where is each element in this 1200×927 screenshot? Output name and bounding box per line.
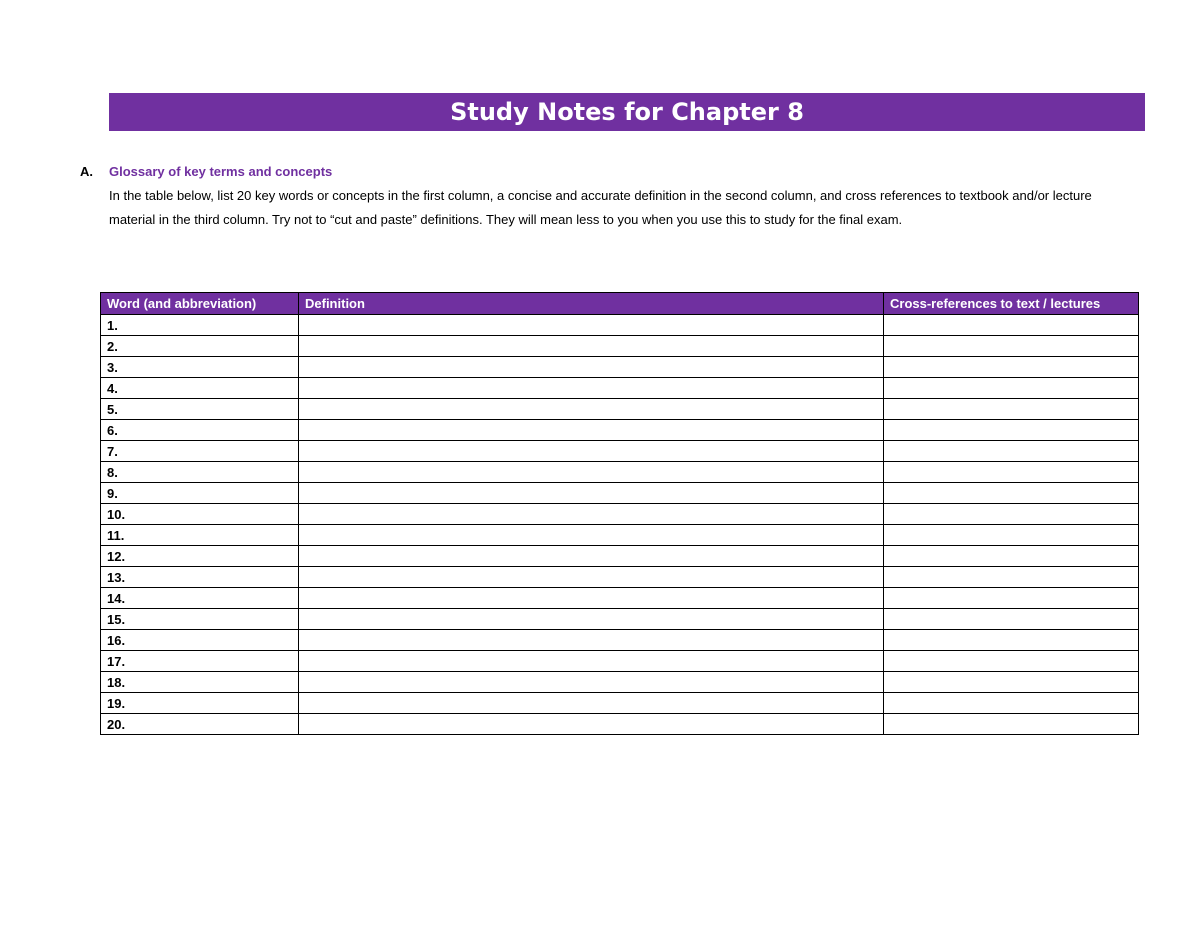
cross-reference-cell[interactable]: [884, 336, 1139, 357]
row-number-cell[interactable]: 13.: [101, 567, 299, 588]
cross-reference-cell[interactable]: [884, 441, 1139, 462]
cross-reference-cell[interactable]: [884, 378, 1139, 399]
definition-cell[interactable]: [299, 714, 884, 735]
row-number-cell[interactable]: 9.: [101, 483, 299, 504]
table-row: [101, 420, 1139, 441]
cross-reference-cell[interactable]: [884, 672, 1139, 693]
cross-reference-cell[interactable]: [884, 420, 1139, 441]
cross-reference-cell[interactable]: [884, 651, 1139, 672]
table-row: [101, 693, 1139, 714]
definition-cell[interactable]: [299, 315, 884, 336]
table-row: [101, 651, 1139, 672]
row-number-cell[interactable]: 2.: [101, 336, 299, 357]
table-row: [101, 588, 1139, 609]
cross-reference-cell[interactable]: [884, 630, 1139, 651]
row-number-cell[interactable]: 11.: [101, 525, 299, 546]
cross-reference-cell[interactable]: [884, 315, 1139, 336]
definition-cell[interactable]: [299, 672, 884, 693]
row-number-cell[interactable]: 17.: [101, 651, 299, 672]
row-number-cell[interactable]: 20.: [101, 714, 299, 735]
table-row: [101, 714, 1139, 735]
table-row: [101, 336, 1139, 357]
table-row: [101, 315, 1139, 336]
cross-reference-cell[interactable]: [884, 546, 1139, 567]
definition-cell[interactable]: [299, 420, 884, 441]
definition-cell[interactable]: [299, 630, 884, 651]
cross-reference-cell[interactable]: [884, 504, 1139, 525]
table-row: [101, 441, 1139, 462]
row-number-cell[interactable]: 16.: [101, 630, 299, 651]
definition-cell[interactable]: [299, 462, 884, 483]
cross-reference-cell[interactable]: [884, 588, 1139, 609]
definition-cell[interactable]: [299, 525, 884, 546]
table-row: [101, 672, 1139, 693]
table-row: [101, 378, 1139, 399]
row-number-cell[interactable]: 7.: [101, 441, 299, 462]
definition-cell[interactable]: [299, 357, 884, 378]
row-number-cell[interactable]: 6.: [101, 420, 299, 441]
row-number-cell[interactable]: 19.: [101, 693, 299, 714]
table-body: [101, 315, 1139, 735]
table-row: [101, 630, 1139, 651]
row-number-cell[interactable]: 3.: [101, 357, 299, 378]
definition-cell[interactable]: [299, 588, 884, 609]
cross-reference-cell[interactable]: [884, 357, 1139, 378]
definition-cell[interactable]: [299, 483, 884, 504]
table-header-row: [101, 293, 1139, 315]
glossary-table: [100, 292, 1139, 735]
row-number-cell[interactable]: 4.: [101, 378, 299, 399]
definition-cell[interactable]: [299, 609, 884, 630]
table-row: [101, 399, 1139, 420]
table-row: [101, 546, 1139, 567]
table-row: [101, 525, 1139, 546]
cross-reference-cell[interactable]: [884, 483, 1139, 504]
definition-cell[interactable]: [299, 336, 884, 357]
cross-reference-cell[interactable]: [884, 399, 1139, 420]
table-row: [101, 483, 1139, 504]
column-header-definition: Definition: [299, 293, 884, 315]
column-header-cross-references: Cross-references to text / lectures: [884, 293, 1139, 315]
table-row: [101, 567, 1139, 588]
page-title: Study Notes for Chapter 8: [109, 93, 1145, 131]
definition-cell[interactable]: [299, 567, 884, 588]
table-row: [101, 462, 1139, 483]
row-number-cell[interactable]: 10.: [101, 504, 299, 525]
cross-reference-cell[interactable]: [884, 609, 1139, 630]
row-number-cell[interactable]: 18.: [101, 672, 299, 693]
column-header-word: Word (and abbreviation): [101, 293, 299, 315]
section-header: [80, 160, 1140, 184]
definition-cell[interactable]: [299, 651, 884, 672]
table-row: [101, 504, 1139, 525]
cross-reference-cell[interactable]: [884, 462, 1139, 483]
cross-reference-cell[interactable]: [884, 693, 1139, 714]
definition-cell[interactable]: [299, 399, 884, 420]
definition-cell[interactable]: [299, 693, 884, 714]
glossary-section: [80, 160, 1140, 232]
row-number-cell[interactable]: 15.: [101, 609, 299, 630]
definition-cell[interactable]: [299, 504, 884, 525]
cross-reference-cell[interactable]: [884, 525, 1139, 546]
row-number-cell[interactable]: 5.: [101, 399, 299, 420]
definition-cell[interactable]: [299, 546, 884, 567]
definition-cell[interactable]: [299, 441, 884, 462]
row-number-cell[interactable]: 12.: [101, 546, 299, 567]
definition-cell[interactable]: [299, 378, 884, 399]
cross-reference-cell[interactable]: [884, 567, 1139, 588]
section-heading: Glossary of key terms and concepts: [109, 164, 333, 179]
section-instructions: In the table below, list 20 key words or concepts in the first column, a concise and accurate definition in the second column, and cross references to textbook and/or lecture material in the third column. Try not to “cut and paste” definitions. They will mean less to you when you use this to study for the final exam.: [109, 188, 1092, 227]
section-letter: A.: [80, 164, 93, 179]
row-number-cell[interactable]: 14.: [101, 588, 299, 609]
table-row: [101, 357, 1139, 378]
table-row: [101, 609, 1139, 630]
row-number-cell[interactable]: 8.: [101, 462, 299, 483]
row-number-cell[interactable]: 1.: [101, 315, 299, 336]
cross-reference-cell[interactable]: [884, 714, 1139, 735]
